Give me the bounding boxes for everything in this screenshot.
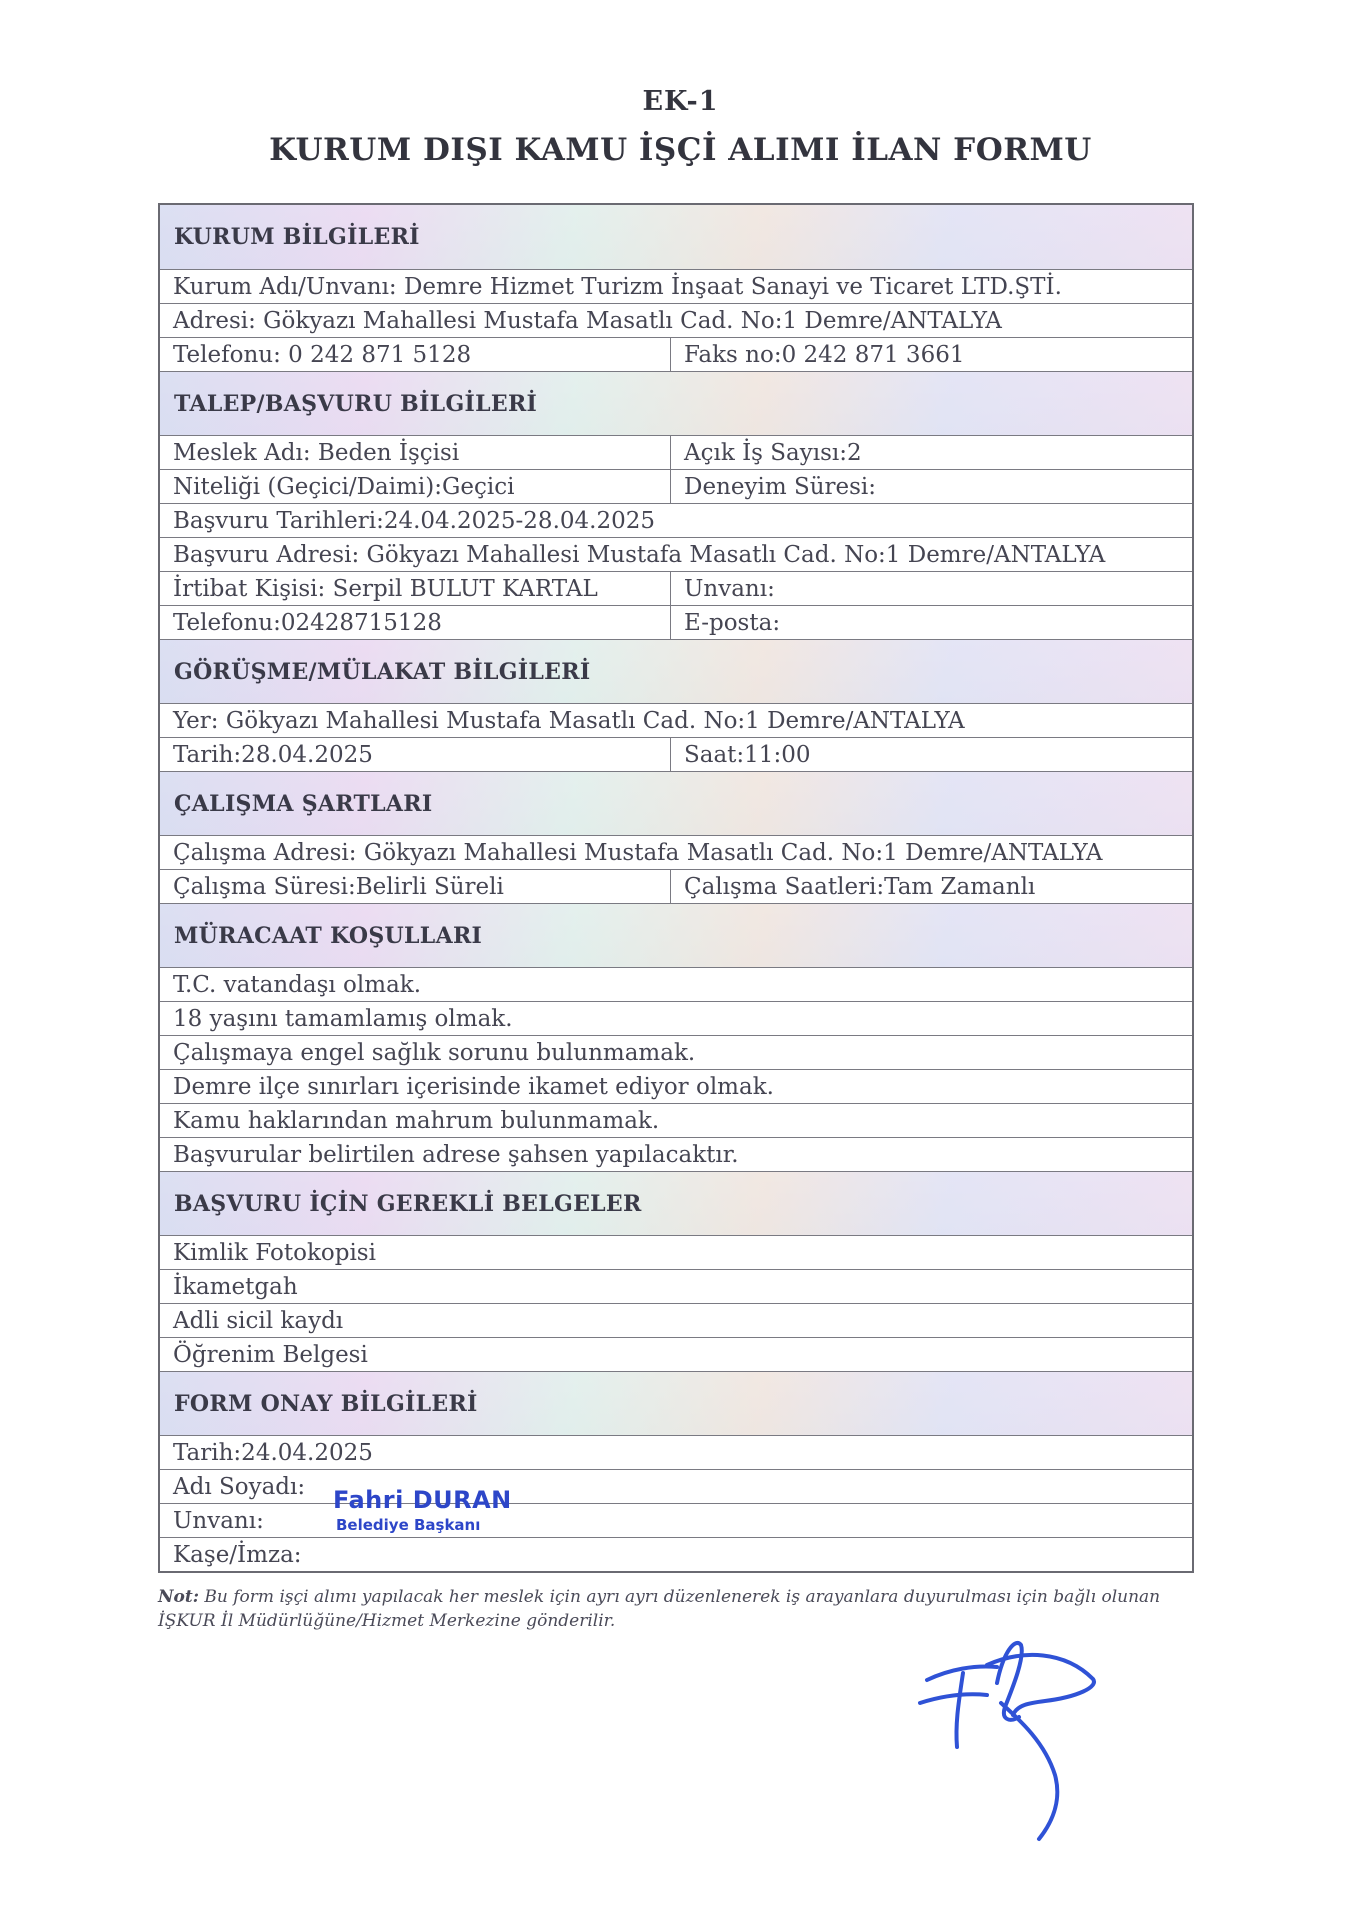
kurum-phone: Telefonu: 0 242 871 5128 [173, 341, 472, 368]
muracaat-item: Demre ilçe sınırları içerisinde ikamet ediyor olmak. [173, 1073, 774, 1100]
talep-nature: Niteliği (Geçici/Daimi):Geçici [173, 473, 515, 500]
section-kurum [160, 205, 1192, 269]
handwritten-signature [905, 1625, 1125, 1855]
calisma-hours: Çalışma Saatleri:Tam Zamanlı [670, 870, 1192, 903]
calisma-duration: Çalışma Süresi:Belirli Süreli [173, 873, 504, 900]
section-gorusme-heading: GÖRÜŞME/MÜLAKAT BİLGİLERİ [174, 658, 591, 685]
kurum-name-row [160, 269, 1192, 303]
muracaat-item-row [160, 1035, 1192, 1069]
section-calisma [160, 771, 1192, 835]
talep-phone: Telefonu:02428715128 [173, 609, 442, 636]
kurum-address: Adresi: Gökyazı Mahallesi Mustafa Masatlı Cad. No:1 Demre/ANTALYA [173, 307, 1002, 334]
muracaat-item: Kamu haklarından mahrum bulunmamak. [173, 1107, 660, 1134]
footnote-text: Bu form işçi alımı yapılacak her meslek için ayrı ayrı düzenlenerek iş arayanlara duyurulması için bağlı olunan İŞKUR İl Müdürlüğüne/Hizmet Merkezine gönderilir. [158, 1587, 1161, 1631]
gorusme-date: Tarih:28.04.2025 [173, 741, 373, 768]
calisma-duration-row [160, 869, 1192, 903]
section-onay [160, 1371, 1192, 1435]
talep-address-row [160, 537, 1192, 571]
talep-profession-row [160, 435, 1192, 469]
talep-nature-row [160, 469, 1192, 503]
onay-title-label: Unvanı: [173, 1507, 264, 1534]
section-onay-heading: FORM ONAY BİLGİLERİ [174, 1390, 478, 1417]
kurum-phone-row [160, 337, 1192, 371]
talep-open-positions: Açık İş Sayısı:2 [670, 436, 1192, 469]
signature-stroke [1001, 1703, 1057, 1839]
onay-name-label: Adı Soyadı: [173, 1473, 306, 1500]
talep-phone-row [160, 605, 1192, 639]
talep-contact-title: Unvanı: [670, 572, 1192, 605]
stamp-role: Belediye Başkanı [336, 1516, 481, 1534]
belge-item: Kimlik Fotokopisi [173, 1239, 376, 1266]
talep-dates-row [160, 503, 1192, 537]
onay-name-row [160, 1469, 1192, 1503]
form-title: KURUM DIŞI KAMU İŞÇİ ALIMI İLAN FORMU [269, 132, 1092, 168]
annex-label: EK-1 [642, 86, 719, 117]
section-kurum-heading: KURUM BİLGİLERİ [174, 224, 420, 250]
section-belgeler [160, 1171, 1192, 1235]
section-gorusme [160, 639, 1192, 703]
muracaat-item: Çalışmaya engel sağlık sorunu bulunmamak. [173, 1039, 696, 1066]
belge-item: İkametgah [173, 1273, 298, 1300]
muracaat-item: Başvurular belirtilen adrese şahsen yapılacaktır. [173, 1141, 739, 1168]
signature-stroke [920, 1694, 987, 1703]
talep-email: E-posta: [670, 606, 1192, 639]
section-belgeler-heading: BAŞVURU İÇİN GEREKLİ BELGELER [174, 1190, 642, 1217]
gorusme-date-row [160, 737, 1192, 771]
belge-item: Adli sicil kaydı [173, 1307, 344, 1334]
belge-item-row [160, 1269, 1192, 1303]
belge-item-row [160, 1235, 1192, 1269]
section-talep [160, 371, 1192, 435]
muracaat-item: T.C. vatandaşı olmak. [173, 971, 422, 998]
talep-address: Başvuru Adresi: Gökyazı Mahallesi Mustafa Masatlı Cad. No:1 Demre/ANTALYA [173, 541, 1106, 568]
onay-seal-label: Kaşe/İmza: [173, 1541, 302, 1568]
kurum-name: Kurum Adı/Unvanı: Demre Hizmet Turizm İnşaat Sanayi ve Ticaret LTD.ŞTİ. [173, 273, 1062, 300]
belge-item-row [160, 1337, 1192, 1371]
gorusme-time: Saat:11:00 [670, 738, 1192, 771]
calisma-address-row [160, 835, 1192, 869]
belge-item-row [160, 1303, 1192, 1337]
talep-experience: Deneyim Süresi: [670, 470, 1192, 503]
footnote-label: Not: [158, 1587, 200, 1607]
talep-profession: Meslek Adı: Beden İşçisi [173, 439, 460, 466]
talep-dates: Başvuru Tarihleri:24.04.2025-28.04.2025 [173, 507, 655, 534]
gorusme-place: Yer: Gökyazı Mahallesi Mustafa Masatlı Cad. No:1 Demre/ANTALYA [173, 707, 965, 734]
kurum-address-row [160, 303, 1192, 337]
kurum-fax: Faks no:0 242 871 3661 [670, 338, 1192, 371]
talep-contact: İrtibat Kişisi: Serpil BULUT KARTAL [173, 575, 598, 602]
muracaat-item: 18 yaşını tamamlamış olmak. [173, 1005, 513, 1032]
onay-seal-row [160, 1537, 1192, 1571]
form-table [158, 203, 1194, 1573]
talep-contact-row [160, 571, 1192, 605]
section-muracaat-heading: MÜRACAAT KOŞULLARI [174, 922, 483, 949]
belge-item: Öğrenim Belgesi [173, 1341, 368, 1368]
section-calisma-heading: ÇALIŞMA ŞARTLARI [174, 790, 433, 817]
muracaat-item-row [160, 1137, 1192, 1171]
muracaat-item-row [160, 1001, 1192, 1035]
onay-date: Tarih:24.04.2025 [173, 1439, 373, 1466]
stamp-name: Fahri DURAN [333, 1486, 512, 1514]
gorusme-place-row [160, 703, 1192, 737]
section-talep-heading: TALEP/BAŞVURU BİLGİLERİ [174, 390, 538, 417]
section-muracaat [160, 903, 1192, 967]
signature-stroke [956, 1673, 963, 1747]
official-stamp [333, 1486, 512, 1534]
muracaat-item-row [160, 1069, 1192, 1103]
muracaat-item-row [160, 967, 1192, 1001]
onay-title-row [160, 1503, 1192, 1537]
calisma-address: Çalışma Adresi: Gökyazı Mahallesi Mustafa Masatlı Cad. No:1 Demre/ANTALYA [173, 839, 1103, 866]
onay-date-row [160, 1435, 1192, 1469]
muracaat-item-row [160, 1103, 1192, 1137]
